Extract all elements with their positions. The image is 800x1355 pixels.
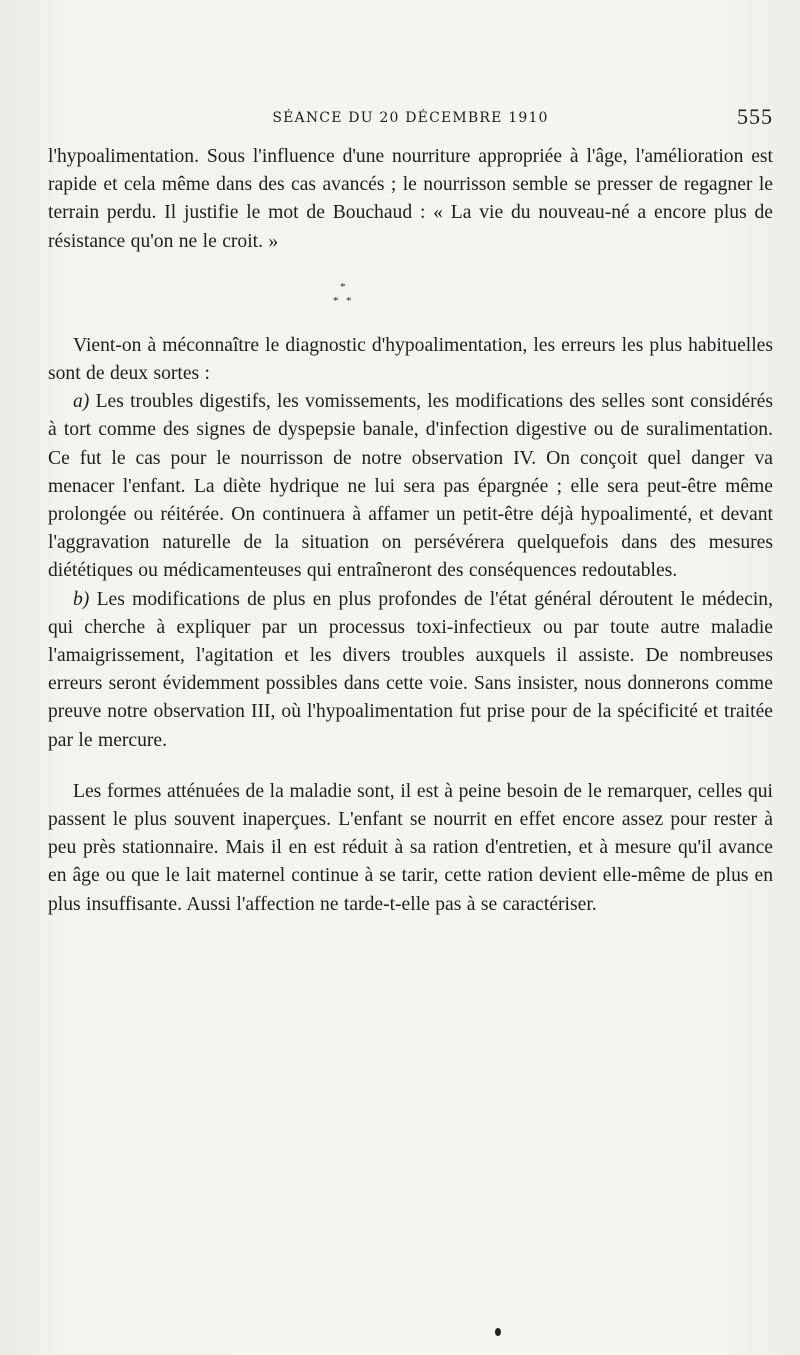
paragraph-intro: Vient-on à méconnaître le diagnostic d'hypoalimentation, les erreurs les plus habituelles sont de deux sortes : xyxy=(48,334,773,385)
section-gap xyxy=(48,755,773,778)
ink-dot xyxy=(495,1328,501,1336)
paragraph-item-b xyxy=(48,586,773,755)
asterism-star-left: * xyxy=(333,294,339,307)
asterism-star-right: * xyxy=(346,294,352,307)
asterism xyxy=(48,268,773,324)
body-text xyxy=(48,143,773,919)
running-title: SÉANCE DU 20 DÉCEMBRE 1910 xyxy=(272,110,549,126)
enum-letter-b: b) xyxy=(73,588,90,610)
running-head xyxy=(48,104,773,134)
page-number: 555 xyxy=(737,104,773,129)
enum-letter-a: a) xyxy=(73,391,90,413)
paragraph-item-b-text: Les modifications de plus en plus profondes de l'état général déroutent le médecin, qui cherche à expliquer par un processus toxi-infectieux ou par toute autre maladie l'amaigrissement, l'agitation et les divers troubles auxquels il assiste. De nombreuses erreurs seront évidemment possibles dans cette voie. Sans insister, nous donnerons comme preuve notre observation III, où l'hypoalimentation fut prise pour de la spécificité et traitée par le mercure. xyxy=(48,588,773,751)
paragraph-item-a-text: Les troubles digestifs, les vomissements, les modifications des selles sont considérés à tort comme des signes de dyspepsie banale, d'infection digestive ou de suralimentation. Ce fut le cas pour le nourrisson de notre observation IV. On conçoit quel danger va menacer l'enfant. La diète hydrique ne lui sera pas épargnée ; elle sera peut-être même prolongée ou réitérée. On continuera à affamer un petit-être déjà hypoalimenté, et devant l'aggravation naturelle de la situation on persévérera quelquefois dans des mesures diététiques ou médicamenteuses qui entraîneront des conséquences redoutables. xyxy=(48,391,773,582)
paragraph-continuation: l'hypoalimentation. Sous l'influence d'une nourriture appropriée à l'âge, l'amélioration est rapide et cela même dans des cas avancés ; le nourrisson semble se presser de regagner le terrain perdu. Il justifie le mot de Bouchaud : « La vie du nouveau-né a encore plus de résistance qu'on ne le croit. » xyxy=(48,146,773,252)
asterism-star-top: * xyxy=(340,280,346,293)
paragraph-item-a xyxy=(48,388,773,585)
paragraph-attenuated-forms: Les formes atténuées de la maladie sont, il est à peine besoin de le remarquer, celles qui passent le plus souvent inaperçues. L'enfant se nourrit en effet encore assez pour rester à peu près stationnaire. Mais il en est réduit à sa ration d'entretien, et à mesure qu'il avance en âge ou que le lait maternel continue à se tarir, cette ration devient elle-même de plus en plus insuffisante. Aussi l'affection ne tarde-t-elle pas à se caractériser. xyxy=(48,780,773,915)
